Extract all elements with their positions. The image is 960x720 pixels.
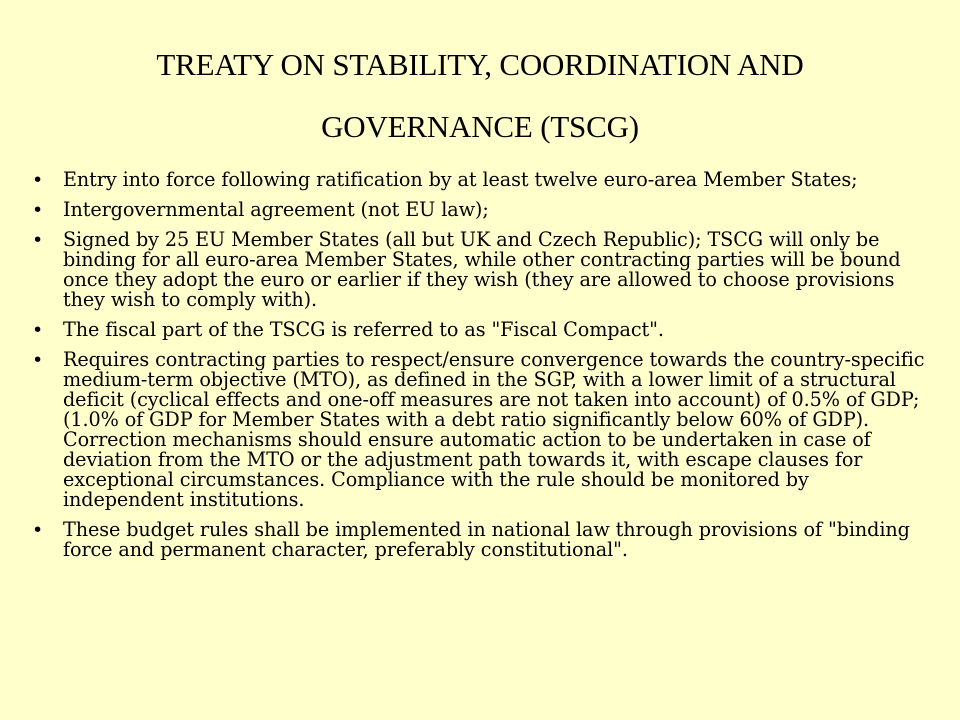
bullet-text: The fiscal part of the TSCG is referred to as "Fiscal Compact". [63,318,664,341]
bullet-item-fiscal-compact [30,320,935,340]
bullet-text: Entry into force following ratification by at least twelve euro-area Member States; [63,168,858,191]
bullet-list [30,170,935,570]
bullet-text: These budget rules shall be implemented in national law through provisions of "binding force and permanent character, preferably constitutional". [63,518,910,561]
slide-title-line-2: GOVERNANCE (TSCG) [321,109,639,144]
bullet-dot-icon: • [32,229,44,251]
bullet-dot-icon: • [32,319,44,341]
slide-title-line-1: TREATY ON STABILITY, COORDINATION AND [156,47,804,82]
bullet-dot-icon: • [32,519,44,541]
bullet-text: Signed by 25 EU Member States (all but UK and Czech Republic); TSCG will only be binding for all euro-area Member States, while other contracting parties will be bound once they adopt the euro or earlier if they wish (they are allowed to choose provisions they wish to comply with). [63,228,901,311]
bullet-dot-icon: • [32,349,44,371]
bullet-item-signatories [30,230,935,310]
bullet-text: Requires contracting parties to respect/ensure convergence towards the country-specific medium-term objective (MTO), as defined in the SGP, with a lower limit of a structural deficit (cyclical effects and one-off measures are not taken into account) of 0.5% of GDP; (1.0% of GDP for Member States with a debt ratio significantly below 60% of GDP). Correction mechanisms should ensure automatic action to be undertaken in case of deviation from the MTO or the adjustment path towards it, with escape clauses for exceptional circumstances. Compliance with the rule should be monitored by independent institutions. [63,348,925,511]
bullet-item-intergovernmental [30,200,935,220]
bullet-item-entry-into-force [30,170,935,190]
bullet-item-mto-requirements [30,350,935,510]
bullet-dot-icon: • [32,169,44,191]
bullet-dot-icon: • [32,199,44,221]
slide-title [40,34,920,158]
bullet-item-national-law [30,520,935,560]
bullet-text: Intergovernmental agreement (not EU law); [63,198,489,221]
